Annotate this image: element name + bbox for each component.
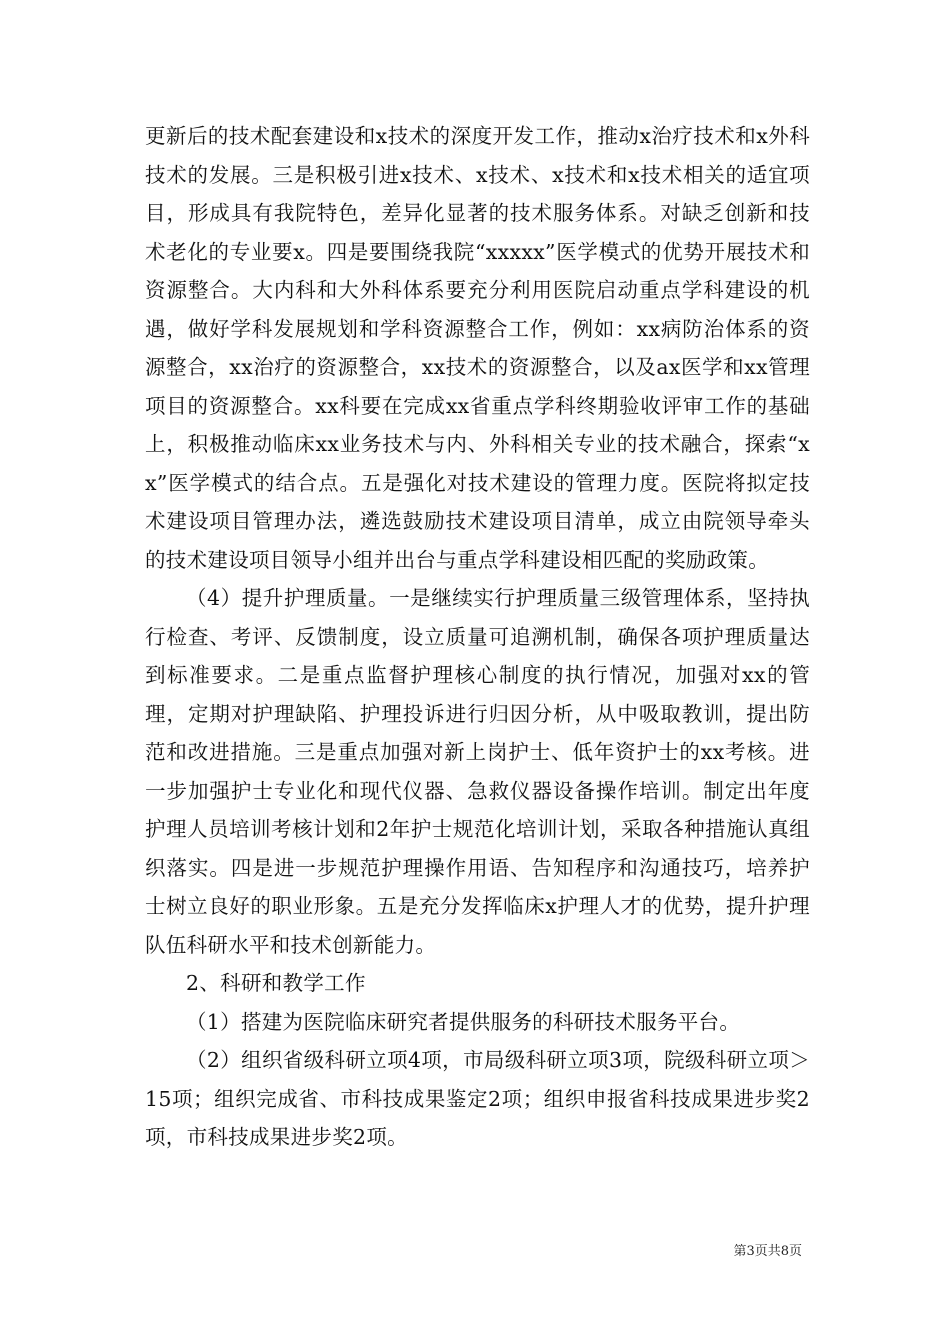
page-number: 第3页共8页 bbox=[733, 1244, 802, 1259]
paragraph-nursing-quality: （4）提升护理质量。一是继续实行护理质量三级管理体系，坚持执行检查、考评、反馈制度，设立质量可追溯机制，确保各项护理质量达到标准要求。二是重点监督护理核心制度的执行情况，加强对xx的管理，定期对护理缺陷、护理投诉进行归因分析，从中吸取教训，提出防范和改进措施。三是重点加强对新上岗护士、低年资护士的xx考核。进一步加强护士专业化和现代仪器、急救仪器设备操作培训。制定出年度护理人员培训考核计划和2年护士规范化培训计划，采取各种措施认真组织落实。四是进一步规范护理操作用语、告知程序和沟通技巧，培养护士树立良好的职业形象。五是充分发挥临床x护理人才的优势，提升护理队伍科研水平和技术创新能力。 bbox=[145, 586, 810, 957]
paragraph-tech-development: 更新后的技术配套建设和x技术的深度开发工作，推动x治疗技术和x外科技术的发展。三是积极引进x技术、x技术、x技术和x技术相关的适宜项目，形成具有我院特色，差异化显著的技术服务体系。对缺乏创新和技术老化的专业要x。四是要围绕我院“xxxxx”医学模式的优势开展技术和资源整合。大内科和大外科体系要充分利用医院启动重点学科建设的机遇，做好学科发展规划和学科资源整合工作，例如：xx病防治体系的资源整合，xx治疗的资源整合，xx技术的资源整合，以及ax医学和xx管理项目的资源整合。xx科要在完成xx省重点学科终期验收评审工作的基础上，积极推动临床xx业务技术与内、外科相关专业的技术融合，探索“xx”医学模式的结合点。五是强化对技术建设的管理力度。医院将拟定技术建设项目管理办法，遴选鼓励技术建设项目清单，成立由院领导牵头的技术建设项目领导小组并出台与重点学科建设相匹配的奖励政策。 bbox=[145, 124, 810, 572]
paragraph-research-projects: （2）组织省级科研立项4项，市局级科研立项3项，院级科研立项＞15项；组织完成省、市科技成果鉴定2项；组织申报省科技成果进步奖2项，市科技成果进步奖2项。 bbox=[145, 1048, 810, 1149]
document-body bbox=[145, 117, 810, 1157]
paragraph-research-platform: （1）搭建为医院临床研究者提供服务的科研技术服务平台。 bbox=[186, 1009, 741, 1034]
section-heading-research-teaching: 2、科研和教学工作 bbox=[186, 971, 366, 995]
